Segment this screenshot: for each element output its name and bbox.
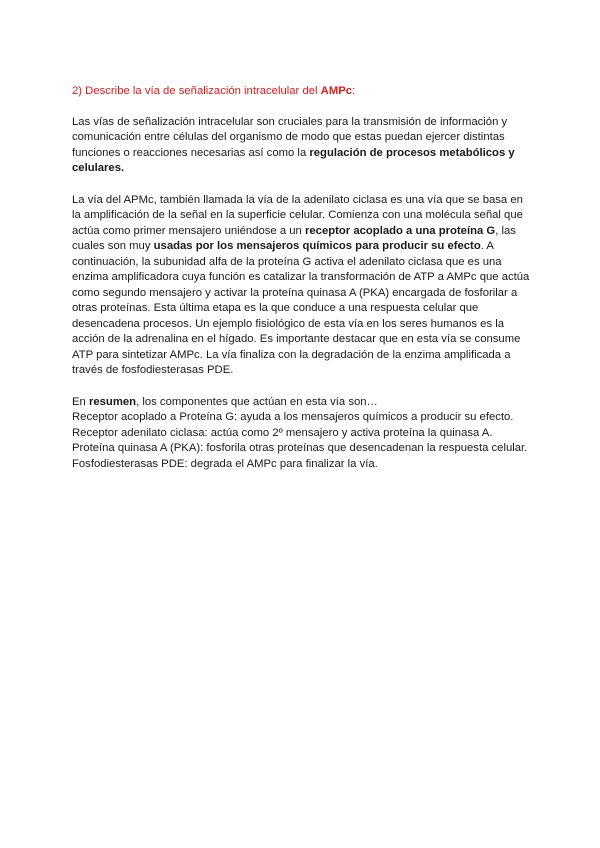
intro-paragraph <box>72 115 534 177</box>
pathway-paragraph <box>72 193 534 379</box>
pathway-bold-usage: usadas por los mensajeros químicos para producir su efecto <box>153 240 481 252</box>
summary-item: Fosfodiesterasas PDE: degrada el AMPc para finalizar la vía. <box>72 457 378 470</box>
heading-colon: : <box>352 85 356 97</box>
pathway-text-3: . A continuación, la subunidad alfa de la proteína G activa el adenilato ciclasa que es una enzima amplificadora cuya función es catalizar la transformación de ATP a AMPc que actúa como segundo mensajero y activar la proteína quinasa A (PKA) encargada de fosforilar a otras proteínas. Esta última etapa es la que conduce a una respuesta celular que desencadena procesos. Un ejemplo fisiológico de esta vía en los seres humanos es la acción de la adrenalina en el hígado. Es importante destacar que en esta vía se consume ATP para sintetizar AMPc. La vía finaliza con la degradación de la enzima amplificada a través de fosfodiesterasas PDE. <box>72 240 530 376</box>
summary-item: Proteína quinasa A (PKA): fosforila otras proteínas que desencadenan la respuesta celular. <box>72 442 528 454</box>
pathway-text-1: La vía del APMc, también llamada la vía de la adenilato ciclasa es una vía que se basa en la amplificación de la señal en la superficie celular. Comienza con una molécula señal que actúa como primer mensajero uniéndose a un <box>72 193 523 237</box>
heading-text: 2) Describe la vía de señalización intracelular del <box>72 85 321 97</box>
document-page <box>72 84 534 472</box>
summary-section <box>72 395 534 473</box>
pathway-text-2: , las cuales son muy <box>72 224 516 252</box>
intro-bold-text: regulación de procesos metabólicos y celulares. <box>72 146 515 174</box>
summary-intro-bold: resumen <box>88 395 137 408</box>
pathway-bold-receptor: receptor acoplado a una proteína G <box>304 224 496 237</box>
summary-intro <box>72 395 534 411</box>
question-heading <box>72 84 534 100</box>
intro-text: Las vías de señalización intracelular son cruciales para la transmisión de información y comunicación entre células del organismo de modo que estas puedan ejercer distintas funciones o reacciones necesarias así como la <box>72 115 508 159</box>
summary-intro-suffix: , los componentes que actúan en esta vía son… <box>136 395 378 408</box>
heading-bold-term: AMPc <box>320 85 353 97</box>
summary-item: Receptor adenilato ciclasa: actúa como 2º mensajero y activa proteína la quinasa A. <box>72 426 493 439</box>
summary-item: Receptor acoplado a Proteína G: ayuda a los mensajeros químicos a producir su efecto. <box>72 411 514 423</box>
summary-intro-prefix: En <box>72 395 89 408</box>
